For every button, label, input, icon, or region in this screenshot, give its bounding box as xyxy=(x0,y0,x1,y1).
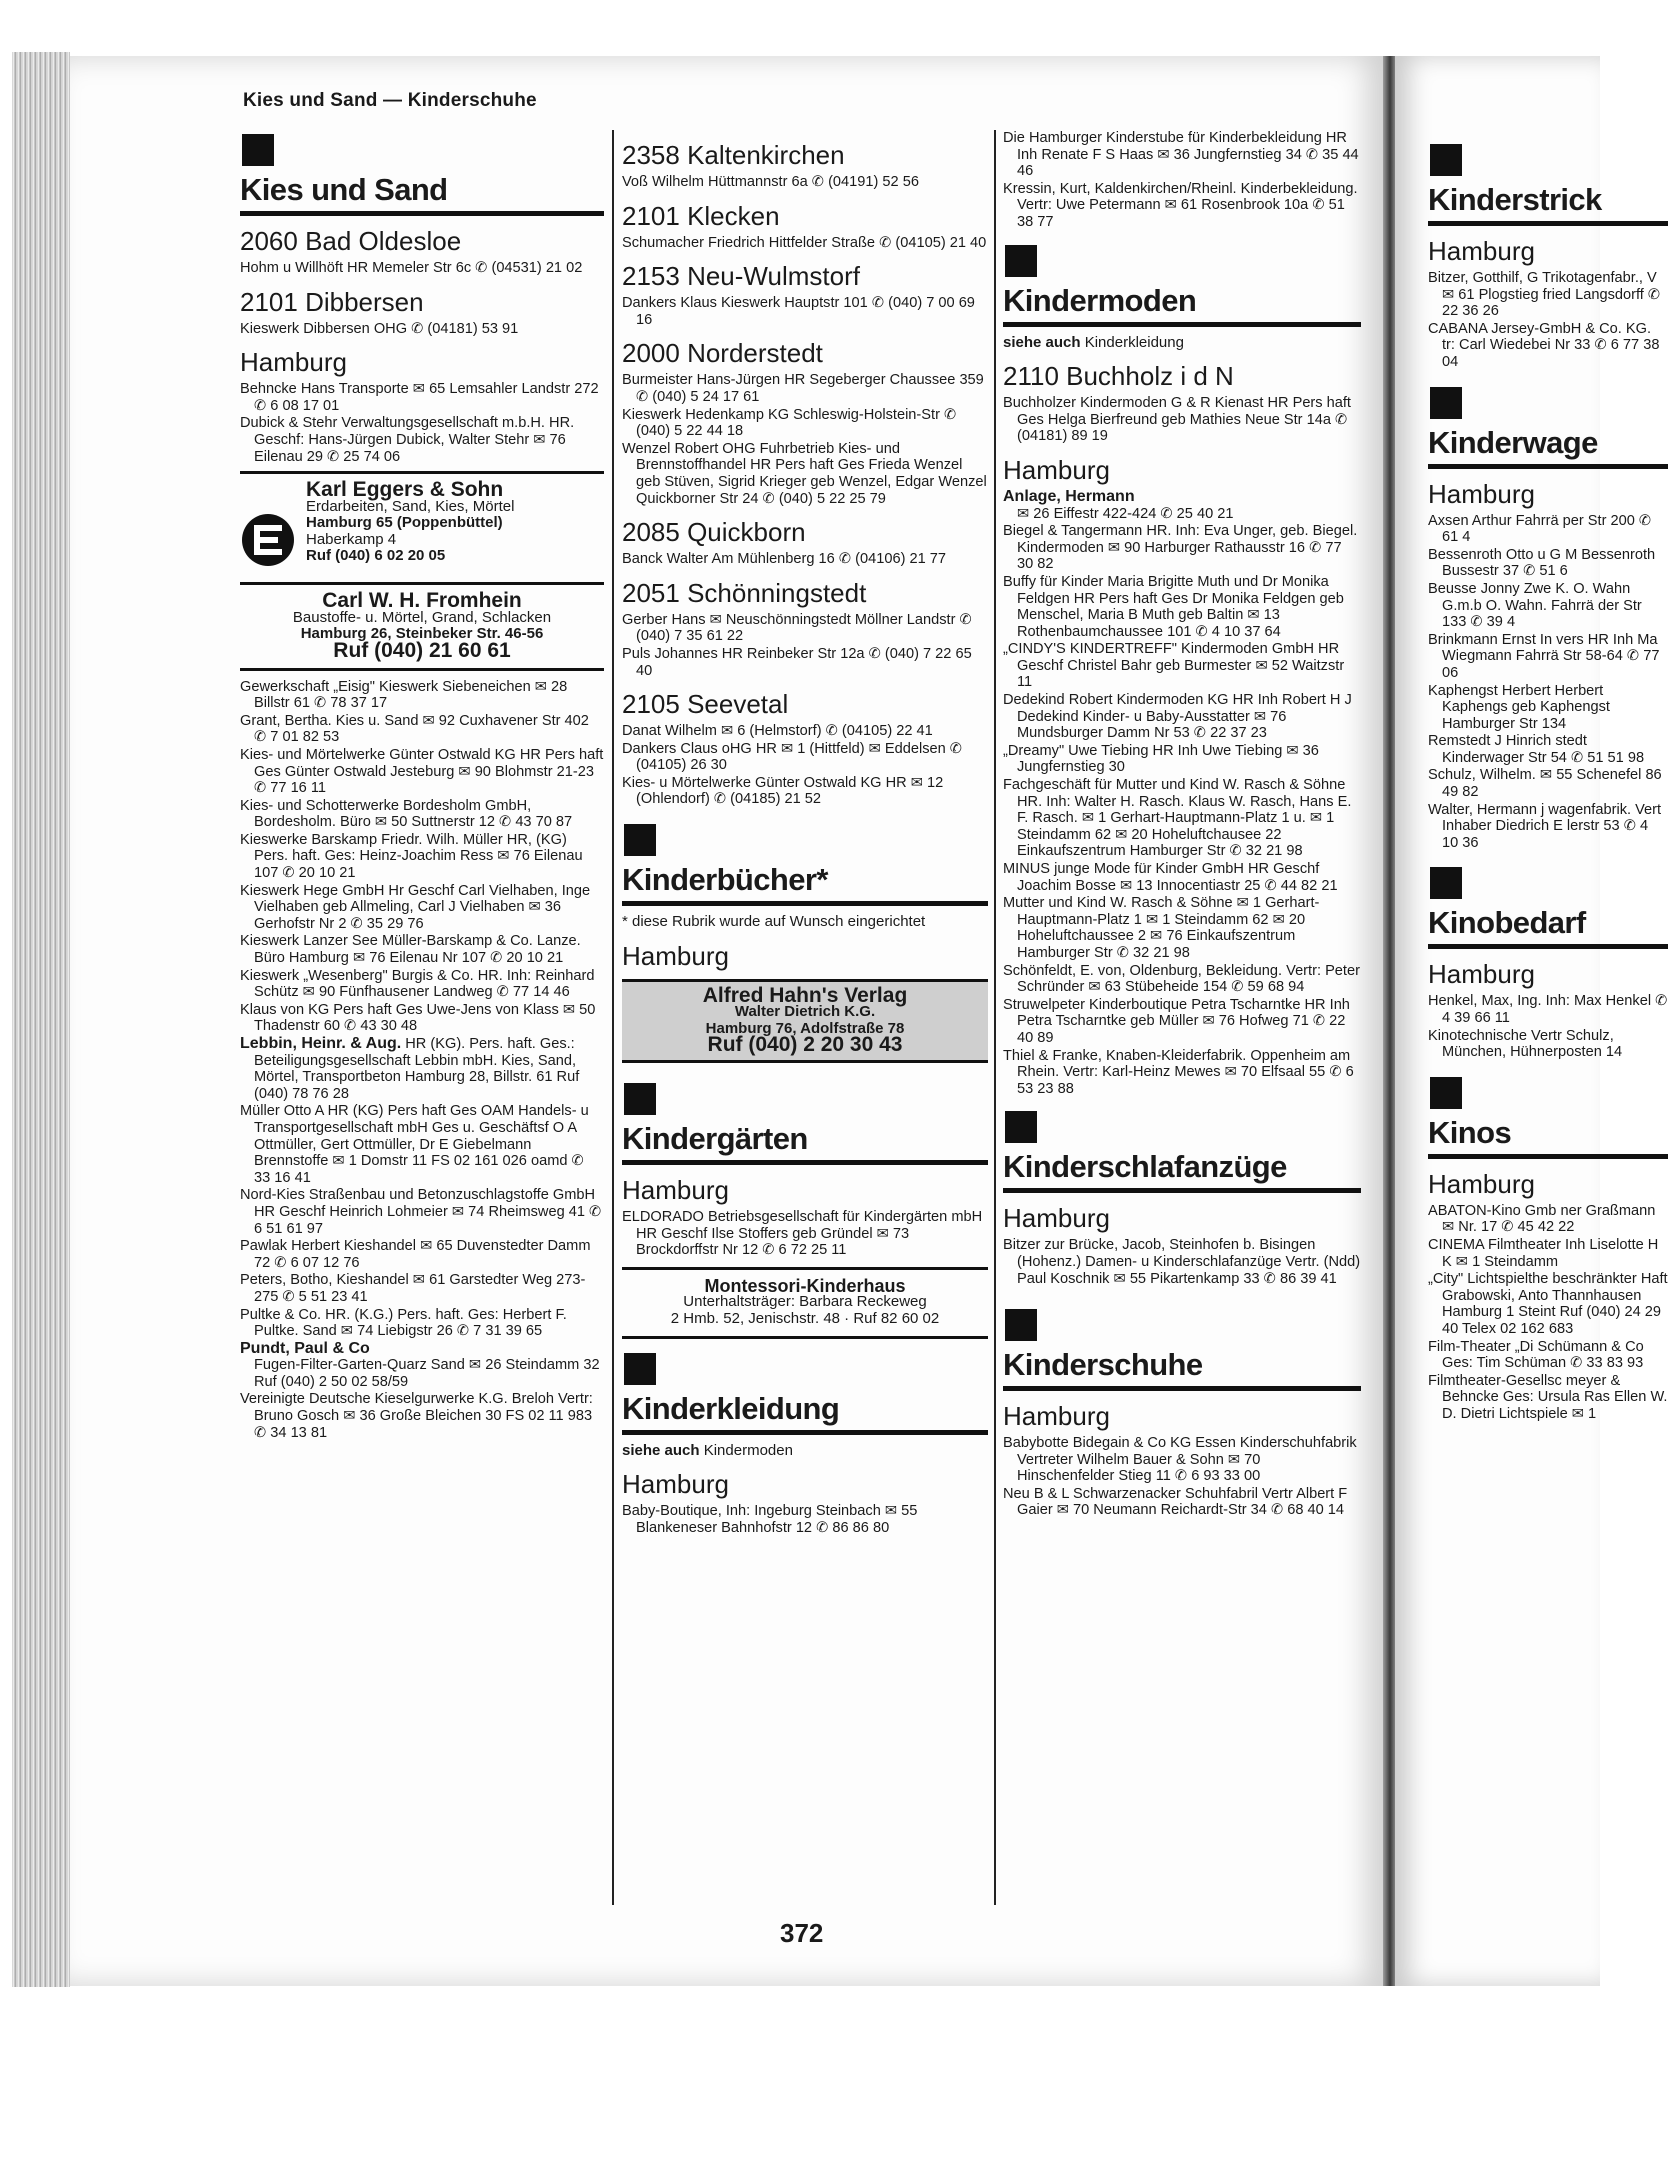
list-item: Kieswerk Lanzer See Müller-Barskamp & Co. Lanze. Büro Hamburg ✉ 76 Eilenau Nr 107 ✆ 20 10 21 xyxy=(240,933,581,967)
list-item: Schönfeldt, E. von, Oldenburg, Bekleidung. Vertr: Peter Schründer ✉ 63 Stübeheide 154 ✆ 59 68 94 xyxy=(1003,962,1360,996)
list-item: Bessenroth Otto u G M Bessenroth Bussestr 37 ✆ 51 6 xyxy=(1428,546,1656,580)
list-item: Kieswerk „Wesenberg" Burgis & Co. HR. Inh: Reinhard Schütz ✉ 90 Fünfhausener Landweg ✆ 77 14 46 xyxy=(240,967,595,1001)
ad-line: Unterhaltsträger: Barbara Reckeweg xyxy=(683,1293,927,1311)
ad-rule xyxy=(240,471,604,474)
list-item: Danat Wilhelm ✉ 6 (Helmstorf) ✆ (04105) 22 41 xyxy=(622,723,933,740)
list-item: Film-Theater „Di Schümann & Co Ges: Tim Schüman ✆ 33 83 93 xyxy=(1428,1338,1644,1372)
list-item: Hohm u Willhöft HR Memeler Str 6c ✆ (04531) 21 02 xyxy=(240,260,583,276)
list-item: Vereinigte Deutsche Kieselgurwerke K.G. Breloh Vertr: Bruno Gosch ✉ 36 Große Bleichen 30 FS 02 11 983 ✆ 34 13 81 xyxy=(240,1391,593,1441)
section-title: Kies und Sand xyxy=(240,172,448,207)
list-item: Wenzel Robert OHG Fuhrbetrieb Kies- und Brennstoffhandel HR Pers haft Ges Frieda Wenzel geb Stüven, Sigrid Krieger geb Wenzel, Edgar Wenzel Quickborner Str 24 ✆ (040) 5 22 25 79 xyxy=(622,440,987,507)
column-divider xyxy=(994,130,996,1905)
list-item: Burmeister Hans-Jürgen HR Segeberger Chaussee 359 ✆ (040) 5 24 17 61 xyxy=(622,372,984,405)
list-item: Remstedt J Hinrich stedt Kinderwager Str 54 ✆ 51 51 98 xyxy=(1428,733,1645,766)
city-heading: Hamburg xyxy=(622,1469,729,1500)
list-item: Kaphengst Herbert Herbert Kaphengs geb Kaphengst Hamburger Str 134 xyxy=(1428,682,1610,732)
section-note: * diese Rubrik wurde auf Wunsch eingerichtet xyxy=(622,913,926,931)
list-item: Thiel & Franke, Knaben-Kleiderfabrik. Oppenheim am Rhein. Vertr: Karl-Heinz Mewes ✉ 70 Elfsaal 55 ✆ 6 53 23 88 xyxy=(1003,1047,1354,1097)
list-item: Beusse Jonny Zwe K. O. Wahn G.m.b O. Wahn. Fahrrä der Str 133 ✆ 39 4 xyxy=(1428,580,1642,631)
city-groups xyxy=(240,226,604,465)
list-item: Axsen Arthur Fahrrä per Str 200 ✆ 61 4 xyxy=(1428,512,1652,546)
list-item: Biegel & Tangermann HR. Inh: Eva Unger, geb. Biegel. Kindermoden ✉ 90 Harburger Rathausstr 16 ✆ 77 30 82 xyxy=(1003,523,1358,573)
section-marker xyxy=(624,1353,656,1385)
list-item: Kinotechnische Vertr Schulz, München, Hühnerposten 14 xyxy=(1428,1027,1623,1061)
list-item: Gerber Hans ✉ Neuschönningstedt Möllner Landstr ✆ (040) 7 35 61 22 xyxy=(622,611,972,645)
entry-list xyxy=(1428,993,1668,1060)
entry-list xyxy=(1003,523,1361,1097)
list-item: Kieswerk Dibbersen OHG ✆ (04181) 53 91 xyxy=(240,320,519,337)
ad-line: Ruf (040) 21 60 61 xyxy=(333,638,511,662)
city-heading: 2358 Kaltenkirchen xyxy=(622,140,845,170)
list-item: Bitzer, Gotthilf, G Trikotagenfabr., V ✉ 61 Plogstieg fried Langsdorff ✆ 22 36 26 xyxy=(1428,270,1661,320)
list-item: Schumacher Friedrich Hittfelder Straße ✆ (04105) 21 40 xyxy=(622,234,987,251)
entry-list xyxy=(240,679,604,1035)
list-item: Voß Wilhelm Hüttmannstr 6a ✆ (04191) 52 56 xyxy=(622,174,919,190)
list-item: ABATON-Kino Gmb ner Graßmann ✉ Nr. 17 ✆ 45 42 22 xyxy=(1428,1202,1656,1236)
list-item: Puls Johannes HR Reinbeker Str 12a ✆ (040) 7 22 65 40 xyxy=(622,645,972,679)
list-item: CABANA Jersey-GmbH & Co. KG. tr: Carl Wiedebei Nr 33 ✆ 6 77 38 04 xyxy=(1428,320,1660,370)
column-3 xyxy=(1003,130,1361,1520)
section-title: Kindermoden xyxy=(1003,282,1197,318)
list-item: „CINDY'S KINDERTREFF" Kindermoden GmbH HR Geschf Christel Bahr geb Burmester ✉ 52 Waitzstr 11 xyxy=(1003,641,1345,691)
entry-list xyxy=(1003,395,1361,445)
section-rule xyxy=(1428,464,1668,469)
ad-line: Hamburg 65 (Poppenbüttel) xyxy=(306,514,503,532)
section-rule xyxy=(240,211,604,216)
list-item: Buffy für Kinder Maria Brigitte Muth und Dr Monika Feldgen HR Pers haft Ges Dr Monika Feldgen geb Menschel, Maria B Muth geb Baltin ✉ 13 Rothenbaumchaussee 101 ✆ 4 10 37 64 xyxy=(1003,573,1344,640)
list-item: ELDORADO Betriebsgesellschaft für Kindergärten mbH HR Geschf Ilse Stoffers geb Gründel ✉ 73 Brockdorffstr Nr 12 ✆ 6 72 25 11 xyxy=(622,1209,983,1259)
section-title: Kinderbücher* xyxy=(622,862,828,898)
section-rule xyxy=(1003,322,1361,327)
column-divider xyxy=(612,130,614,1905)
entry-list xyxy=(1003,1435,1361,1519)
city-heading: 2101 Klecken xyxy=(622,200,780,231)
entry-list xyxy=(1428,1203,1668,1423)
list-item: Nord-Kies Straßenbau und Betonzuschlagstoffe GmbH HR Geschf Heinrich Lohmeier ✉ 74 Rheimsweg 41 ✆ 6 51 61 97 xyxy=(240,1187,602,1237)
city-heading: 2051 Schönningstedt xyxy=(622,577,867,608)
running-head: Kies und Sand — Kinderschuhe xyxy=(243,90,537,111)
ad-line: Ruf (040) 6 02 20 05 xyxy=(306,547,446,565)
ad-name: Montessori-Kinderhaus xyxy=(704,1275,906,1296)
section-rule xyxy=(1003,1188,1361,1193)
list-item: Brinkmann Ernst In vers HR Inh Ma Wiegmann Fahrrä Str 58-64 ✆ 77 06 xyxy=(1428,631,1660,681)
city-heading: Hamburg xyxy=(1428,959,1535,990)
list-item: Schulz, Wilhelm. ✉ 55 Schenefel 86 49 82 xyxy=(1428,767,1662,801)
section-marker xyxy=(1005,1111,1037,1143)
list-item: Klaus von KG Pers haft Ges Uwe-Jens von Klass ✉ 50 Thadenstr 60 ✆ 43 30 48 xyxy=(240,1001,596,1035)
column-2 xyxy=(622,130,988,1537)
list-item: Fachgeschäft für Mutter und Kind W. Rasch & Söhne HR. Inh: Walter H. Rasch. Klaus W. Rasch, Hans E. F. Rasch. ✉ 1 Gerhart-Hauptmann-Platz 1 u. ✉ 1 Steindamm 62 ✉ 20 Hoheluftchausee 22 Einkaufszentrum Hamburger Str ✆ 32 21 98 xyxy=(1003,777,1352,860)
ad-name: Alfred Hahn's Verlag xyxy=(702,983,908,1007)
list-item: Müller Otto A HR (KG) Pers haft Ges OAM Handels- u Transportgesellschaft mbH Ges u. Geschäftsf O A Ottmüller, Gert Ottmüller, Dr E Giebelmann Brennstoffe ✉ 1 Domstr 11 FS 02 161 026 oamd ✆ 33 16 41 xyxy=(240,1103,589,1186)
list-item: Kies- und Mörtelwerke Günter Ostwald KG HR Pers haft Ges Günter Ostwald Jesteburg ✉ 90 Blohmstr 21-23 ✆ 77 16 11 xyxy=(240,746,604,797)
ad-line: Baustoffe- u. Mörtel, Grand, Schlacken xyxy=(292,608,552,626)
list-item: CINEMA Filmtheater Inh Liselotte H K ✉ 1 Steindamm xyxy=(1428,1237,1659,1270)
list-item: Neu B & L Schwarzenacker Schuhfabril Vertr Albert F Gaier ✉ 70 Neumann Reichardt-Str 34 ✆ 68 40 14 xyxy=(1003,1485,1348,1519)
section-title: Kinobedarf xyxy=(1428,905,1586,941)
list-item: Pawlak Herbert Kieshandel ✉ 65 Duvenstedter Damm 72 ✆ 6 07 12 76 xyxy=(240,1238,591,1271)
list-item: Kieswerk Hege GmbH Hr Geschf Carl Vielhaben, Inge Vielhaben geb Allmeling, Carl J Vielhaben ✉ 36 Gerhofstr Nr 2 ✆ 35 29 76 xyxy=(240,882,591,932)
ad-name: Carl W. H. Fromhein xyxy=(322,589,522,613)
city-groups xyxy=(622,140,988,808)
ad-name: Karl Eggers & Sohn xyxy=(306,478,504,502)
page-number: 372 xyxy=(780,1918,824,1948)
list-item: Dankers Klaus Kieswerk Hauptstr 101 ✆ (040) 7 00 69 16 xyxy=(622,295,975,328)
city-heading: Hamburg xyxy=(1428,1168,1535,1199)
section-rule xyxy=(1428,221,1668,226)
entry-list xyxy=(240,1391,604,1441)
ad-line: Walter Dietrich K.G. xyxy=(734,1003,876,1021)
section-rule xyxy=(1003,1386,1361,1391)
list-item: Baby-Boutique, Inh: Ingeburg Steinbach ✉ 55 Blankeneser Bahnhofstr 12 ✆ 86 86 80 xyxy=(622,1503,918,1536)
city-heading: Hamburg xyxy=(1003,1401,1110,1432)
ad-line: Haberkamp 4 xyxy=(306,530,397,548)
section-rule xyxy=(1428,1154,1668,1159)
section-rule xyxy=(1428,944,1668,949)
list-item: Lebbin, Heinr. & Aug. HR (KG). Pers. haft. Ges.: Beteiligungsgesellschaft Lebbin mbH. Kies, Sand, Mörtel, Transportbeton Hamburg 28, Billstr. 61 Ruf (040) 78 76 28 xyxy=(240,1035,580,1102)
list-item: Bitzer zur Brücke, Jacob, Steinhofen b. Bisingen (Hohenz.) Damen- u Kinderschlafanzüge Vertr. (Ndd) Paul Koschnik ✉ 55 Pikartenkamp 33 ✆ 86 39 41 xyxy=(1003,1237,1361,1287)
section-marker xyxy=(1430,867,1462,899)
list-item: „Dreamy" Uwe Tiebing HR Inh Uwe Tiebing ✉ 36 Jungfernstieg 30 xyxy=(1003,742,1319,776)
list-item: Kies- und Schotterwerke Bordesholm GmbH, Bordesholm. Büro ✉ 50 Suttnerstr 12 ✆ 43 70 87 xyxy=(240,797,573,831)
list-item: Henkel, Max, Ing. Inh: Max Henkel ✆ 4 39 66 11 xyxy=(1428,993,1668,1027)
city-heading: Hamburg xyxy=(1428,236,1535,266)
list-item: Gewerkschaft „Eisig" Kieswerk Siebeneichen ✉ 28 Billstr 61 ✆ 78 37 17 xyxy=(240,678,568,712)
column-4 xyxy=(1428,130,1668,1424)
list-item: Dubick & Stehr Verwaltungsgesellschaft m.b.H. HR. Geschf: Hans-Jürgen Dubick, Walter Stehr ✉ 76 Eilenau 29 ✆ 25 74 06 xyxy=(240,415,575,465)
list-item: Filmtheater-Gesellsc meyer & Behncke Ges: Ursula Ras Ellen W. D. Dietri Lichtspiele ✉ 1 xyxy=(1428,1372,1668,1422)
city-heading: Hamburg xyxy=(1003,1203,1110,1234)
list-item: Grant, Bertha. Kies u. Sand ✉ 92 Cuxhavener Str 402 ✆ 7 01 82 53 xyxy=(240,712,589,746)
entry-list xyxy=(1003,1237,1361,1287)
section-rule xyxy=(622,1430,988,1435)
section-marker xyxy=(624,824,656,856)
column-1 xyxy=(240,130,604,1442)
entry-list xyxy=(622,1503,988,1536)
see-also: siehe auch Kindermoden xyxy=(622,1441,793,1459)
ad-line: 2 Hmb. 52, Jenischstr. 48 · Ruf 82 60 02 xyxy=(670,1310,940,1327)
section-title: Kinderstrick xyxy=(1428,182,1602,217)
list-item: Dankers Claus oHG HR ✉ 1 (Hittfeld) ✉ Eddelsen ✆ (04105) 26 30 xyxy=(622,740,963,774)
list-item: Pultke & Co. HR. (K.G.) Pers. haft. Ges: Herbert F. Pultke. Sand ✉ 74 Liebigstr 26 ✆ 7 31 39 65 xyxy=(240,1306,567,1340)
entry-list xyxy=(1003,130,1361,231)
section-marker xyxy=(1430,144,1462,176)
ad-fromhein xyxy=(240,582,604,670)
section-marker xyxy=(1430,1077,1462,1109)
list-item: Behncke Hans Transporte ✉ 65 Lemsahler Landstr 272 ✆ 6 08 17 01 xyxy=(240,381,599,414)
ad-line: Hamburg 26, Steinbeker Str. 46-56 xyxy=(300,625,544,643)
ad-line: Ruf (040) 2 20 30 43 xyxy=(707,1033,903,1057)
ad-alfred-hahn xyxy=(622,979,988,1063)
list-item: Anlage, Hermann ✉ 26 Eiffestr 422-424 ✆ 25 40 21 xyxy=(1003,487,1234,522)
list-item: „City" Lichtspielthe beschränkter Haft Grabowski, Anto Thannhausen Hamburg 1 Steint Ruf (040) 24 29 40 Telex 02 162 683 xyxy=(1428,1271,1668,1337)
ad-karl-eggers xyxy=(240,478,604,568)
city-heading: 2085 Quickborn xyxy=(622,517,806,548)
city-heading: Hamburg xyxy=(622,1175,729,1206)
ad-line: Hamburg 76, Adolfstraße 78 xyxy=(705,1019,905,1037)
city-heading: 2153 Neu-Wulmstorf xyxy=(622,261,860,292)
list-item: Banck Walter Am Mühlenberg 16 ✆ (04106) 21 77 xyxy=(622,551,947,568)
city-heading: Hamburg xyxy=(1428,478,1535,509)
list-item: Buchholzer Kindermoden G & R Kienast HR Pers haft Ges Helga Bierfreund geb Mathies Neue Str 14a ✆ (04181) 89 19 xyxy=(1003,395,1351,445)
city-heading: Hamburg xyxy=(240,347,347,378)
eggers-logo-icon xyxy=(240,512,296,568)
city-heading: 2101 Dibbersen xyxy=(240,286,424,317)
section-marker xyxy=(1005,1309,1037,1341)
section-marker xyxy=(242,134,274,166)
list-item: Pundt, Paul & Co Fugen-Filter-Garten-Quarz Sand ✉ 26 Steindamm 32 Ruf (040) 2 50 02 58/59 xyxy=(240,1339,600,1390)
city-heading: 2000 Norderstedt xyxy=(622,338,823,369)
list-item: Mutter und Kind W. Rasch & Söhne ✉ 1 Gerhart-Hauptmann-Platz 1 ✉ 1 Steindamm 62 ✉ 20 Hoheluftchaussee 2 ✉ 76 Einkaufszentrum Hamburger Str ✆ 32 21 98 xyxy=(1003,895,1320,961)
see-also: siehe auch Kinderkleidung xyxy=(1003,333,1184,351)
city-heading: 2110 Buchholz i d N xyxy=(1003,361,1234,392)
section-marker xyxy=(1005,245,1037,277)
entry-list xyxy=(1428,270,1668,371)
section-rule xyxy=(622,901,988,906)
list-item: Kieswerke Barskamp Friedr. Wilh. Müller HR, (KG) Pers. haft. Ges: Heinz-Joachim Ress ✉ 76 Eilenau 107 ✆ 20 10 21 xyxy=(240,831,583,882)
book-page-edges xyxy=(12,52,70,1987)
list-item: Peters, Botho, Kieshandel ✉ 61 Garstedter Weg 273-275 ✆ 5 51 23 41 xyxy=(240,1272,586,1305)
city-heading: 2060 Bad Oldesloe xyxy=(240,226,462,256)
list-item: MINUS junge Mode für Kinder GmbH HR Geschf Joachim Bosse ✉ 13 Innocentiastr 25 ✆ 44 82 21 xyxy=(1003,861,1338,894)
entry-list xyxy=(1428,513,1668,852)
ad-line: Erdarbeiten, Sand, Kies, Mörtel xyxy=(306,497,515,515)
city-heading: Hamburg xyxy=(1003,454,1110,485)
list-item: Die Hamburger Kinderstube für Kinderbekleidung HR Inh Renate F S Haas ✉ 36 Jungfernstieg 34 ✆ 35 44 46 xyxy=(1003,130,1359,180)
section-marker xyxy=(1430,387,1462,419)
section-title: Kinderwage xyxy=(1428,424,1598,460)
section-title: Kinos xyxy=(1428,1114,1512,1150)
list-item: Kieswerk Hedenkamp KG Schleswig-Holstein-Str ✆ (040) 5 22 44 18 xyxy=(622,406,957,440)
entry-list xyxy=(240,1103,604,1339)
city-heading: 2105 Seevetal xyxy=(622,689,789,720)
section-title: Kinderschlafanzüge xyxy=(1003,1149,1287,1185)
section-title: Kinderschuhe xyxy=(1003,1347,1203,1383)
city-heading: Hamburg xyxy=(622,940,729,971)
list-item: Dedekind Robert Kindermoden KG HR Inh Robert H J Dedekind Kinder- u Baby-Ausstatter ✉ 76 Mundsburger Damm Nr 53 ✆ 22 37 23 xyxy=(1003,692,1352,742)
section-rule xyxy=(622,1160,988,1165)
list-item: Kressin, Kurt, Kaldenkirchen/Rheinl. Kinderbekleidung. Vertr: Uwe Petermann ✉ 61 Rosenbrook 10a ✆ 51 38 77 xyxy=(1003,180,1358,230)
list-item: Babybotte Bidegain & Co KG Essen Kinderschuhfabrik Vertreter Wilhelm Bauer & Sohn ✉ 70 Hinschenfelder Stieg 11 ✆ 6 93 33 00 xyxy=(1003,1435,1357,1485)
list-item: Walter, Hermann j wagenfabrik. Vert Inhaber Diedrich E lerstr 53 ✆ 4 10 36 xyxy=(1428,801,1662,851)
entry-list xyxy=(622,1209,988,1259)
section-title: Kinderkleidung xyxy=(622,1390,840,1426)
list-item: Kies- u Mörtelwerke Günter Ostwald KG HR ✉ 12 (Ohlendorf) ✆ (04185) 21 52 xyxy=(622,774,944,808)
section-title: Kindergärten xyxy=(622,1121,808,1157)
ad-montessori xyxy=(622,1267,988,1339)
section-marker xyxy=(624,1083,656,1115)
list-item: Struwelpeter Kinderboutique Petra Tscharntke HR Inh Petra Tscharntke geb Müller ✉ 76 Hofweg 71 ✆ 22 40 89 xyxy=(1003,996,1350,1046)
